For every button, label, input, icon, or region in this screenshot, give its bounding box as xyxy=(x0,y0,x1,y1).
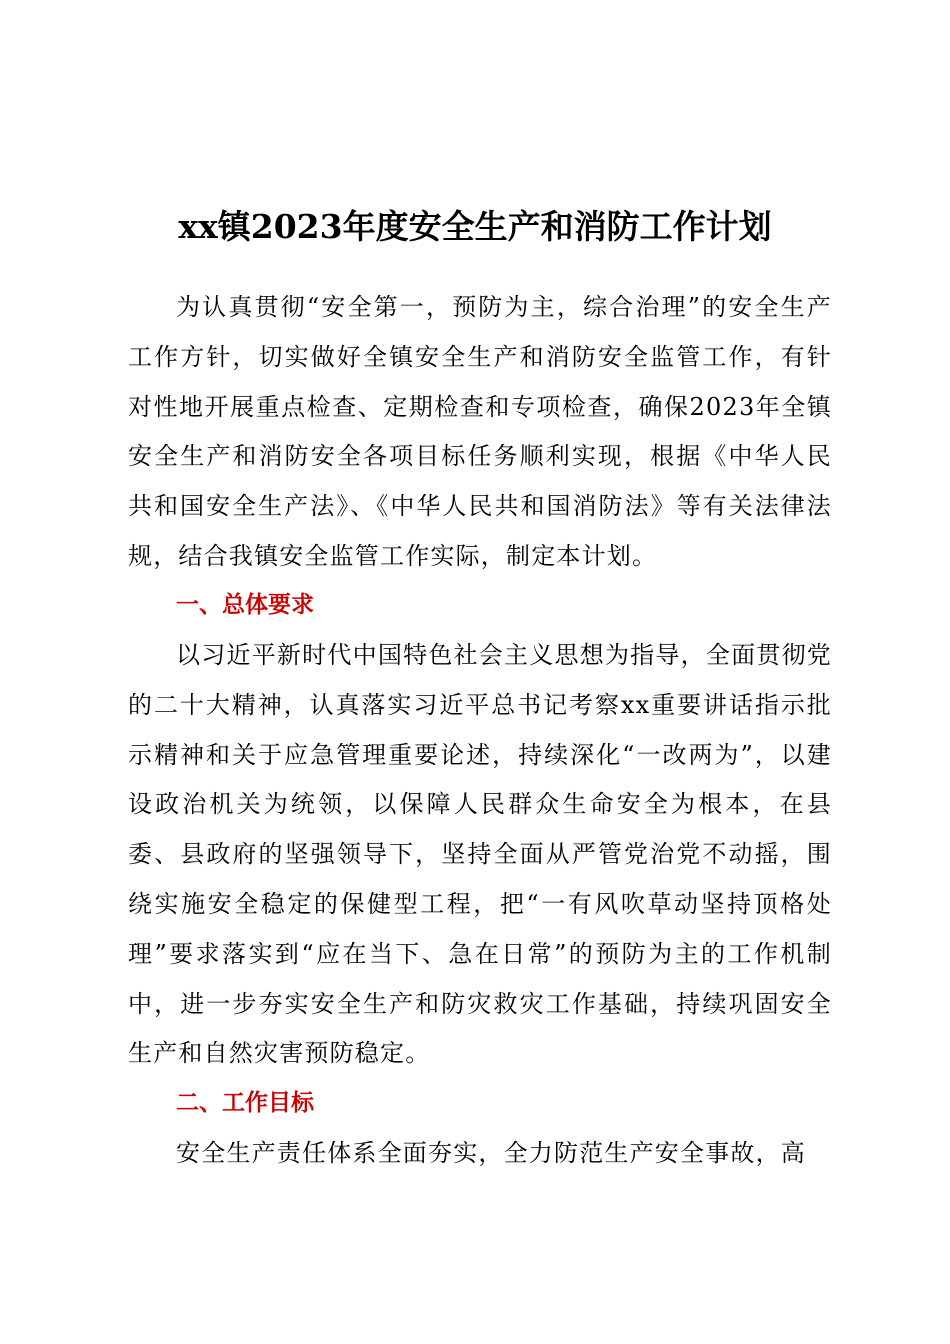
section-body-general-requirements: 以习近平新时代中国特色社会主义思想为指导，全面贯彻党的二十大精神，认真落实习近平总书记考察xx重要讲话指示批示精神和关于应急管理重要论述，持续深化“一改两为”，以建设政治机关为统领，以保障人民群众生命安全为根本，在县委、县政府的坚强领导下，坚持全面从严管党治党不动摇，围绕实施安全稳定的保健型工程，把“一有风吹草动坚持顶格处理”要求落实到“应在当下、急在日常”的预防为主的工作机制中，进一步夯实安全生产和防灾救灾工作基础，持续巩固安全生产和自然灾害预防稳定。 xyxy=(128,641,832,1068)
document-title: xx镇2023年度安全生产和消防工作计划 xyxy=(178,207,772,246)
section-heading-general-requirements: 一、总体要求 xyxy=(176,592,314,618)
section-body-work-goals: 安全生产责任体系全面夯实，全力防范生产安全事故，高 xyxy=(176,1139,806,1167)
intro-paragraph: 为认真贯彻“安全第一，预防为主，综合治理”的安全生产工作方针，切实做好全镇安全生产和消防安全监管工作，有针对性地开展重点检查、定期检查和专项检查，确保2023年全镇安全生产和消防安全各项目标任务顺利实现，根据《中华人民共和国安全生产法》、《中华人民共和国消防法》等有关法律法规，结合我镇安全监管工作实际，制定本计划。 xyxy=(128,293,832,570)
section-heading-work-goals: 二、工作目标 xyxy=(176,1090,314,1116)
